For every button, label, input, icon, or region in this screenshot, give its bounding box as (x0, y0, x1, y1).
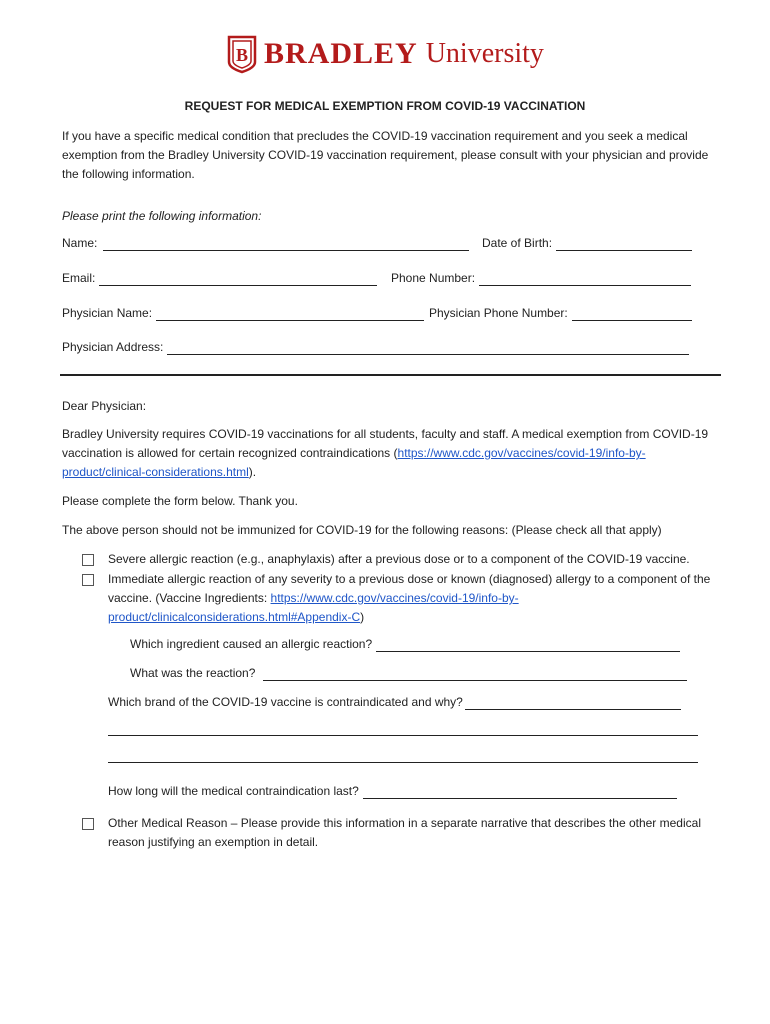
brand-answer-line-1[interactable] (108, 735, 698, 736)
duration-question: How long will the medical contraindication last? (108, 784, 359, 798)
phone-label: Phone Number: (391, 271, 476, 285)
reaction-field[interactable] (263, 668, 687, 681)
severe-reaction-label: Severe allergic reaction (e.g., anaphylaxis) after a previous dose or to a component of the COVID-19 vaccine. (108, 552, 690, 566)
immediate-reaction-paragraph (108, 570, 718, 627)
other-reason-label: Other Medical Reason – Please provide this information in a separate narrative that describes the other medical reason justifying an exemption in detail. (108, 816, 701, 849)
cdc-considerations-link[interactable]: https://www.cdc.gov/vaccines/covid-19/info-by-product/clinical-considerations.html (62, 446, 646, 479)
ingredient-question-row (130, 637, 680, 652)
physician-name-row (62, 306, 424, 321)
requirement-text-end: ). (248, 465, 257, 479)
name-row (62, 236, 469, 251)
immediate-reaction-end: ) (360, 610, 365, 624)
name-label: Name: (62, 236, 98, 250)
requirement-text: Bradley University requires COVID-19 vaccinations for all students, faculty and staff. A medical exemption from COVID-19 vaccination is allowed for certain recognized contraindications ( (62, 427, 709, 460)
email-row (62, 271, 377, 286)
other-reason-checkbox[interactable] (82, 818, 94, 830)
immediate-reaction-label: Immediate allergic reaction of any severity to a previous dose or known (diagnosed) allergy to a component of the vaccine. (Vaccine Ingredients: (108, 572, 711, 605)
name-field[interactable] (103, 238, 469, 251)
brand-question: Which brand of the COVID-19 vaccine is contraindicated and why? (108, 695, 463, 709)
email-field[interactable] (99, 273, 377, 286)
physician-phone-field[interactable] (572, 308, 692, 321)
physician-address-row (62, 340, 689, 355)
dob-label: Date of Birth: (482, 236, 553, 250)
immediate-reaction-checkbox[interactable] (82, 574, 94, 586)
complete-instruction: Please complete the form below. Thank you. (62, 494, 298, 508)
reaction-question: What was the reaction? (130, 666, 256, 680)
logo-subtitle: University (425, 38, 544, 69)
duration-question-row (108, 784, 677, 799)
reaction-question-row (130, 666, 687, 681)
physician-phone-label: Physician Phone Number: (429, 306, 568, 320)
severe-reaction-checkbox[interactable] (82, 554, 94, 566)
requirement-paragraph (62, 425, 722, 482)
logo-name: BRADLEY (264, 37, 418, 70)
phone-row (391, 271, 691, 286)
physician-name-field[interactable] (156, 308, 424, 321)
physician-address-label: Physician Address: (62, 340, 164, 354)
page-title: REQUEST FOR MEDICAL EXEMPTION FROM COVID-19 VACCINATION (184, 99, 586, 113)
physician-name-label: Physician Name: (62, 306, 153, 320)
section-divider (60, 374, 721, 376)
phone-field[interactable] (479, 273, 691, 286)
vaccine-ingredients-link[interactable]: https://www.cdc.gov/vaccines/covid-19/info-by-product/clinicalconsiderations.html#Appendix-C (108, 591, 519, 624)
physician-phone-row (429, 306, 692, 321)
brand-answer-line-2[interactable] (108, 762, 698, 763)
ingredient-question: Which ingredient caused an allergic reaction? (130, 637, 373, 651)
physician-address-field[interactable] (167, 342, 689, 355)
dob-row (482, 236, 692, 251)
duration-field[interactable] (363, 786, 677, 799)
ingredient-field[interactable] (376, 639, 680, 652)
salutation: Dear Physician: (62, 399, 147, 413)
bradley-logo (226, 34, 544, 74)
reasons-intro: The above person should not be immunized for COVID-19 for the following reasons: (Please check all that apply) (62, 523, 662, 537)
print-instruction: Please print the following information: (62, 209, 262, 223)
bradley-seal-icon (226, 34, 258, 74)
dob-field[interactable] (556, 238, 692, 251)
brand-question-row (108, 695, 681, 710)
brand-field[interactable] (465, 697, 681, 710)
email-label: Email: (62, 271, 96, 285)
svg-text:B: B (235, 45, 249, 65)
intro-paragraph: If you have a specific medical condition that precludes the COVID-19 vaccination requirement and you seek a medical exemption from the Bradley University COVID-19 vaccination requirement, please consult with your physician and provide the following information. (62, 129, 709, 181)
